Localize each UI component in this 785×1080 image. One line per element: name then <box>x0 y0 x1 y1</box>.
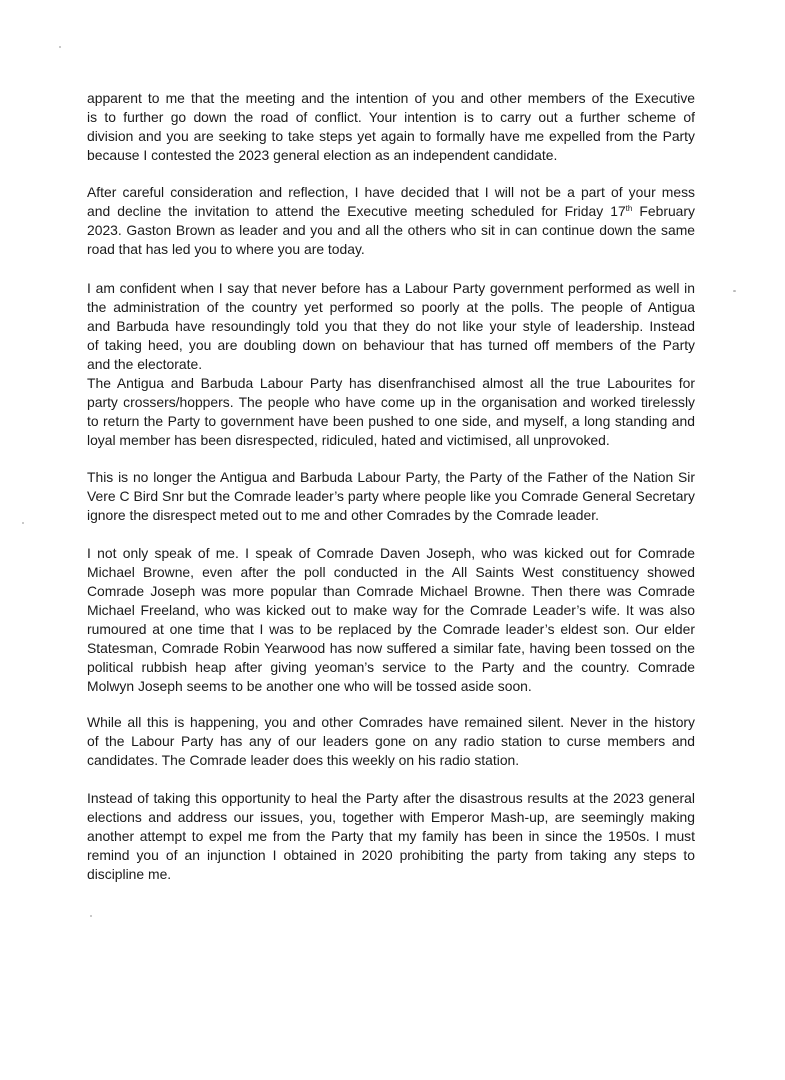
paragraph-line: remind you of an injunction I obtained in 2020 prohibiting the party from taking any steps to <box>87 847 695 863</box>
paragraph-6 <box>87 713 695 770</box>
date-text: and decline the invitation to attend the Executive meeting scheduled for Friday 17 <box>87 203 626 219</box>
paragraph-1 <box>87 89 695 165</box>
paragraph-line: party crossers/hoppers. The people who have come up in the organisation and worked tirelessly <box>87 394 695 410</box>
paragraph-line: is to further go down the road of conflict. Your intention is to carry out a further scheme of <box>87 109 695 125</box>
paragraph-line: and Barbuda have resoundingly told you that they do not like your style of leadership. Instead <box>87 318 695 334</box>
paragraph-line: Instead of taking this opportunity to heal the Party after the disastrous results at the 2023 general <box>87 790 695 806</box>
ordinal-suffix: th <box>625 204 633 213</box>
date-month: February <box>632 203 695 219</box>
paragraph-line: to return the Party to government have been pushed to one side, and myself, a long standing and <box>87 413 695 429</box>
paragraph-line: elections and address our issues, you, together with Emperor Mash-up, are seemingly making <box>87 809 695 825</box>
scan-speck <box>22 522 24 524</box>
paragraph-line: ignore the disrespect meted out to me and other Comrades by the Comrade leader. <box>87 507 599 523</box>
paragraph-line-with-date <box>87 202 695 221</box>
paragraph-line: of the Labour Party has any of our leaders gone on any radio station to curse members and <box>87 733 695 749</box>
paragraph-5 <box>87 544 695 696</box>
paragraph-line: candidates. The Comrade leader does this weekly on his radio station. <box>87 752 520 768</box>
paragraph-line: rumoured at one time that I was to be replaced by the Comrade leader’s eldest son. Our elder <box>87 621 695 637</box>
paragraph-line: and the electorate. <box>87 356 203 372</box>
paragraph-line: The Antigua and Barbuda Labour Party has disenfranchised almost all the true Labourites for <box>87 375 695 391</box>
paragraph-line: road that has led you to where you are today. <box>87 241 365 257</box>
paragraph-line: Michael Browne, even after the poll conducted in the All Saints West constituency showed <box>87 564 695 580</box>
paragraph-line: another attempt to expel me from the Party that my family has been in since the 1950s. I must <box>87 828 695 844</box>
paragraph-line: I am confident when I say that never before has a Labour Party government performed as well in <box>87 280 695 296</box>
paragraph-3 <box>87 279 695 450</box>
paragraph-line: While all this is happening, you and other Comrades have remained silent. Never in the history <box>87 714 695 730</box>
paragraph-line: of taking heed, you are doubling down on behaviour that has turned off members of the Party <box>87 337 695 353</box>
paragraph-line: political rubbish heap after giving yeoman’s service to the Party and the country. Comrade <box>87 659 695 675</box>
paragraph-line: division and you are seeking to take steps yet again to formally have me expelled from the Party <box>87 128 695 144</box>
scan-speck <box>59 46 61 48</box>
paragraph-line: This is no longer the Antigua and Barbuda Labour Party, the Party of the Father of the Nation Sir <box>87 469 695 485</box>
paragraph-line: Statesman, Comrade Robin Yearwood has now suffered a similar fate, having been tossed on the <box>87 640 695 656</box>
paragraph-4 <box>87 468 695 525</box>
paragraph-line: After careful consideration and reflection, I have decided that I will not be a part of your mess <box>87 184 695 200</box>
paragraph-line: Vere C Bird Snr but the Comrade leader’s party where people like you Comrade General Secretary <box>87 488 695 504</box>
scan-speck <box>90 915 92 917</box>
paragraph-line: Molwyn Joseph seems to be another one who will be tossed aside soon. <box>87 678 532 694</box>
paragraph-line: loyal member has been disrespected, ridiculed, hated and victimised, all unprovoked. <box>87 432 610 448</box>
paragraph-line: Comrade Joseph was more popular than Comrade Michael Browne. Then there was Comrade <box>87 583 695 599</box>
paragraph-line: the administration of the country yet performed so poorly at the polls. The people of Antigua <box>87 299 695 315</box>
paragraph-line: because I contested the 2023 general election as an independent candidate. <box>87 147 558 163</box>
paragraph-line: apparent to me that the meeting and the intention of you and other members of the Executive <box>87 90 695 106</box>
scan-speck <box>733 290 736 292</box>
paragraph-7 <box>87 789 695 884</box>
paragraph-line: Michael Freeland, who was kicked out to make way for the Comrade Leader’s wife. It was also <box>87 602 695 618</box>
paragraph-line: discipline me. <box>87 866 172 882</box>
paragraph-2 <box>87 183 695 259</box>
paragraph-line: 2023. Gaston Brown as leader and you and all the others who sit in can continue down the same <box>87 222 695 238</box>
paragraph-line: I not only speak of me. I speak of Comrade Daven Joseph, who was kicked out for Comrade <box>87 545 695 561</box>
